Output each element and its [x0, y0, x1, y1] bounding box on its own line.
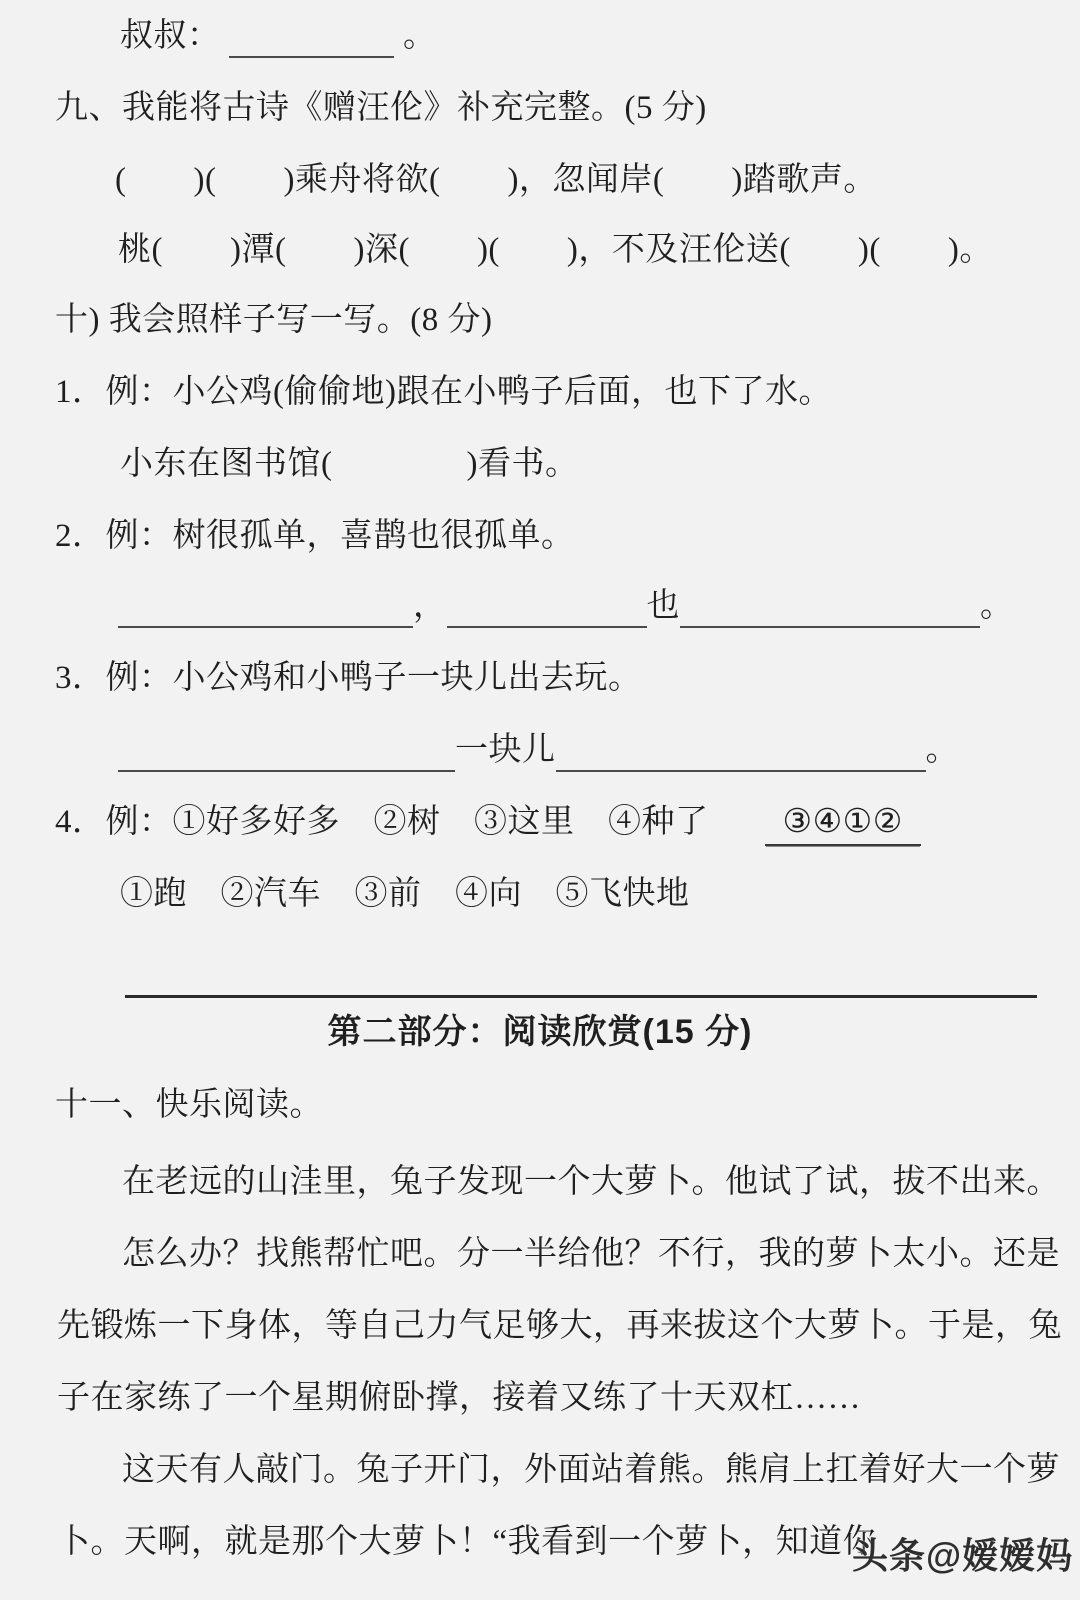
salutation-period: 。: [403, 18, 437, 54]
q10-item4-example-line: [55, 800, 921, 846]
answer-blank: [118, 732, 455, 772]
section-divider: [125, 995, 1037, 998]
answer-blank: [680, 588, 980, 628]
salutation-label: 叔叔：: [120, 18, 221, 54]
q10-item4-example: 4．例：①好多好多 ②树 ③这里 ④种了: [55, 804, 709, 840]
salutation-line: [120, 14, 437, 58]
part2-heading: 第二部分：阅读欣赏(15 分): [327, 1013, 753, 1051]
answer-blank: [118, 588, 413, 628]
period-text: 。: [925, 732, 959, 768]
q10-item2-answer-line: [118, 584, 1014, 628]
q10-item3-example: 3．例：小公鸡和小鸭子一块儿出去玩。: [55, 660, 642, 696]
passage-line: 子在家练了一个星期俯卧撑，接着又练了十天双杠……: [57, 1380, 861, 1416]
q10-item3-answer-line: [118, 728, 959, 772]
answer-blank: [447, 588, 647, 628]
q10-item2-example: 2．例：树很孤单，喜鹊也很孤单。: [55, 518, 575, 554]
q11-title: 十一、快乐阅读。: [55, 1087, 323, 1123]
q10-item1-example: 1．例：小公鸡(偷偷地)跟在小鸭子后面，也下了水。: [55, 374, 832, 410]
passage-line: 卜。天啊，就是那个大萝卜！“我看到一个萝卜，知道你: [57, 1524, 877, 1560]
passage-line: 这天有人敲门。兔子开门，外面站着熊。熊肩上扛着好大一个萝: [122, 1452, 1060, 1488]
q10-item4-answer: ③④①②: [765, 800, 921, 846]
period-text: 。: [980, 588, 1014, 624]
answer-blank: [556, 732, 926, 772]
ye-text: 也: [646, 588, 680, 624]
watermark-text: 头条@嫒嫒妈: [852, 1535, 1074, 1576]
yikuair-text: 一块儿: [455, 732, 556, 768]
passage-line: 怎么办？找熊帮忙吧。分一半给他？不行，我的萝卜太小。还是: [122, 1236, 1060, 1272]
q10-title: 十) 我会照样子写一写。(8 分): [55, 302, 493, 338]
q9-poem-line2: 桃( )潭( )深( )( )，不及汪伦送( )( )。: [118, 232, 993, 268]
comma-text: ，: [413, 588, 447, 624]
salutation-blank: [229, 18, 394, 58]
q10-item1-answer: 小东在图书馆( )看书。: [120, 446, 579, 482]
q9-title: 九、我能将古诗《赠汪伦》补充完整。(5 分): [55, 90, 707, 126]
q9-poem-line1: ( )( )乘舟将欲( )，忽闻岸( )踏歌声。: [115, 162, 877, 198]
passage-line: 先锻炼一下身体，等自己力气足够大，再来拔这个大萝卜。于是，兔: [57, 1308, 1062, 1344]
q10-item4-options: ①跑 ②汽车 ③前 ④向 ⑤飞快地: [120, 876, 690, 912]
passage-line: 在老远的山洼里，兔子发现一个大萝卜。他试了试，拔不出来。: [122, 1164, 1060, 1200]
